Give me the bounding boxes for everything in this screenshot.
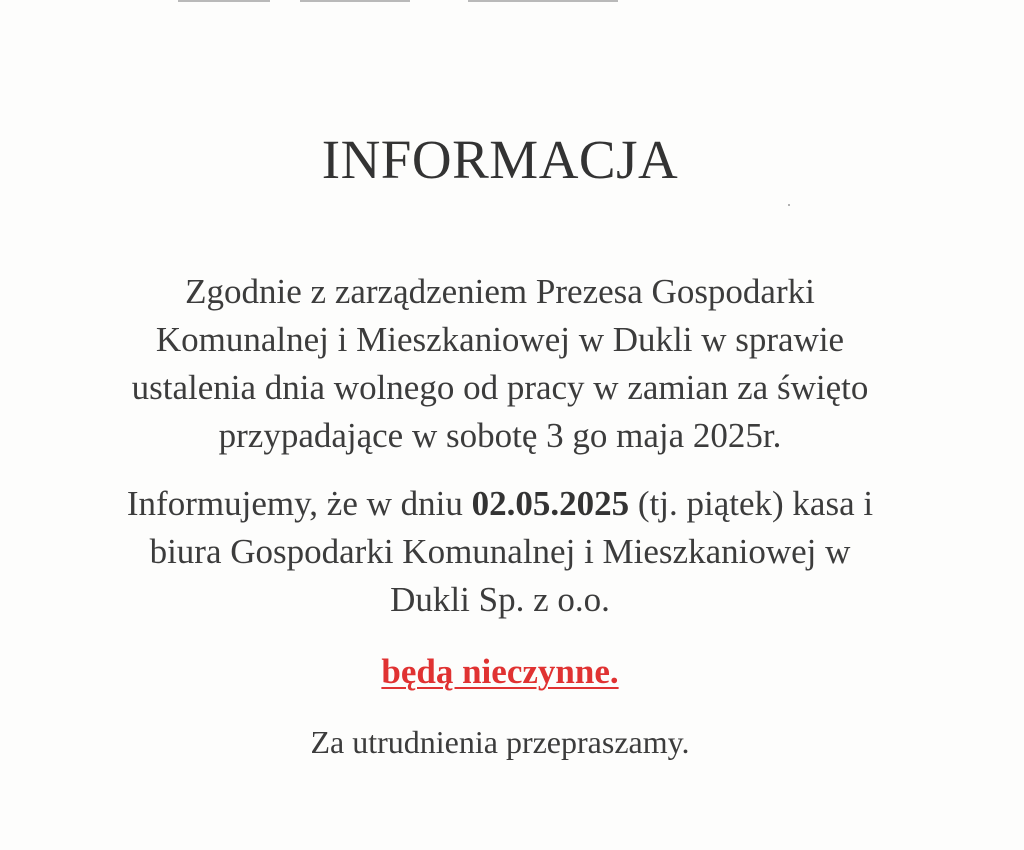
- closed-text: będą nieczynne.: [381, 652, 619, 691]
- page-title: INFORMACJA: [321, 129, 679, 190]
- line-text: Informujemy, że w dniu: [126, 484, 472, 523]
- paragraph-line: przypadające w sobotę 3 go maja 2025r.: [218, 416, 782, 455]
- line-text: (tj. piątek) kasa i: [629, 484, 874, 523]
- paragraph-line: Zgodnie z zarządzeniem Prezesa Gospodarki: [185, 272, 815, 311]
- paragraph-line: Dukli Sp. z o.o.: [390, 580, 610, 619]
- regulation-paragraph: [0, 268, 1000, 460]
- scan-speck: [788, 204, 790, 206]
- paragraph-line: ustalenia dnia wolnego od pracy w zamian za święto: [131, 368, 869, 407]
- apology-text: Za utrudnienia przepraszamy.: [310, 724, 690, 760]
- paragraph-line: biura Gospodarki Komunalnej i Mieszkaniowej w: [149, 532, 851, 571]
- paragraph-line: Komunalnej i Mieszkaniowej w Dukli w sprawie: [155, 320, 845, 359]
- closed-notice: [0, 648, 1000, 696]
- paragraph-line: [0, 480, 1000, 528]
- closure-date: 02.05.2025: [471, 484, 630, 523]
- closure-paragraph: [0, 480, 1000, 624]
